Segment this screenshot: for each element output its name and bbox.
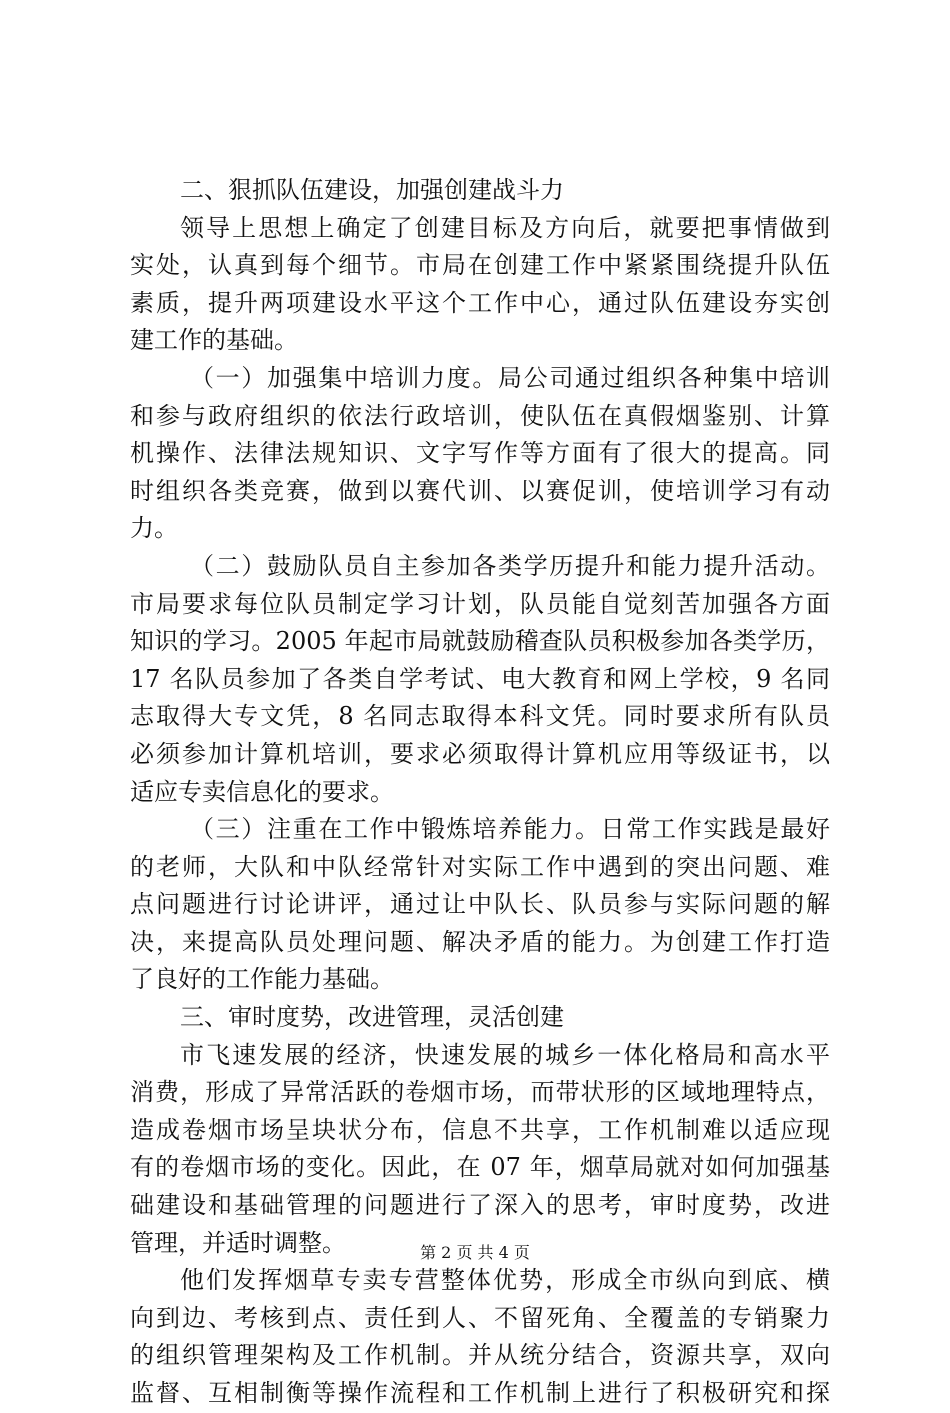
text-line: 有的卷烟市场的变化。因此，在 07 年，烟草局就对如何加强基 [130, 1153, 830, 1182]
text-line: 点问题进行讨论讲评，通过让中队长、队员参与实际问题的解 [130, 890, 830, 919]
text-line: 机操作、法律法规知识、文字写作等方面有了很大的提高。同 [130, 439, 830, 468]
subitem-paragraph [130, 548, 830, 811]
text-line: 17 名队员参加了各类自学考试、电大教育和网上学校，9 名同 [130, 664, 830, 693]
text-line: 三、审时度势，改进管理，灵活创建 [180, 1003, 564, 1032]
body-paragraph [130, 210, 830, 360]
section-heading [130, 999, 830, 1037]
subitem-paragraph [130, 811, 830, 999]
text-line: 造成卷烟市场呈块状分布，信息不共享，工作机制难以适应现 [130, 1115, 830, 1144]
text-line: 领导上思想上确定了创建目标及方向后，就要把事情做到 [180, 213, 830, 242]
text-line: 知识的学习。2005 年起市局就鼓励稽查队员积极参加各类学历， [130, 627, 830, 656]
page-number-footer: 第 2 页 共 4 页 [420, 1243, 530, 1262]
text-line: 消费，形成了异常活跃的卷烟市场，而带状形的区域地理特点， [130, 1078, 830, 1107]
text-line: 向到边、考核到点、责任到人、不留死角、全覆盖的专销聚力 [130, 1303, 830, 1332]
text-line: 的组织管理架构及工作机制。并从统分结合，资源共享，双向 [130, 1341, 830, 1370]
text-line: 监督、互相制衡等操作流程和工作机制上进行了积极研究和探 [130, 1379, 830, 1407]
text-line: 二、狠抓队伍建设，加强创建战斗力 [180, 176, 564, 204]
text-line: 和参与政府组织的依法行政培训，使队伍在真假烟鉴别、计算 [130, 401, 830, 430]
text-line: 素质，提升两项建设水平这个工作中心，通过队伍建设夯实创 [130, 288, 830, 317]
text-line: （三）注重在工作中锻炼培养能力。日常工作实践是最好 [190, 815, 830, 844]
text-line: 他们发挥烟草专卖专营整体优势，形成全市纵向到底、横 [180, 1266, 830, 1295]
text-line: 必须参加计算机培训，要求必须取得计算机应用等级证书，以 [130, 739, 830, 768]
body-paragraph [130, 1037, 830, 1263]
text-line: 决，来提高队员处理问题、解决矛盾的能力。为创建工作打造 [130, 927, 830, 956]
text-line: 适应专卖信息化的要求。 [130, 777, 394, 806]
text-line: 力。 [130, 514, 178, 543]
section-heading [130, 172, 830, 210]
text-line: 的老师，大队和中队经常针对实际工作中遇到的突出问题、难 [130, 852, 830, 881]
text-line: 志取得大专文凭，8 名同志取得本科文凭。同时要求所有队员 [130, 702, 830, 731]
subitem-paragraph [130, 360, 830, 548]
text-line: 管理，并适时调整。 [130, 1228, 346, 1257]
text-line: 建工作的基础。 [130, 326, 298, 355]
document-body [130, 172, 830, 1413]
text-line: 了良好的工作能力基础。 [130, 965, 394, 994]
text-line: 市局要求每位队员制定学习计划，队员能自觉刻苦加强各方面 [130, 589, 830, 618]
text-line: 实处，认真到每个细节。市局在创建工作中紧紧围绕提升队伍 [130, 251, 830, 280]
body-paragraph [130, 1262, 830, 1412]
text-line: （一）加强集中培训力度。局公司通过组织各种集中培训 [190, 363, 830, 392]
text-line: （二）鼓励队员自主参加各类学历提升和能力提升活动。 [190, 551, 830, 580]
text-line: 础建设和基础管理的问题进行了深入的思考，审时度势，改进 [130, 1191, 830, 1220]
text-line: 时组织各类竞赛，做到以赛代训、以赛促训，使培训学习有动 [130, 476, 830, 505]
text-line: 市飞速发展的经济，快速发展的城乡一体化格局和高水平 [180, 1040, 830, 1069]
